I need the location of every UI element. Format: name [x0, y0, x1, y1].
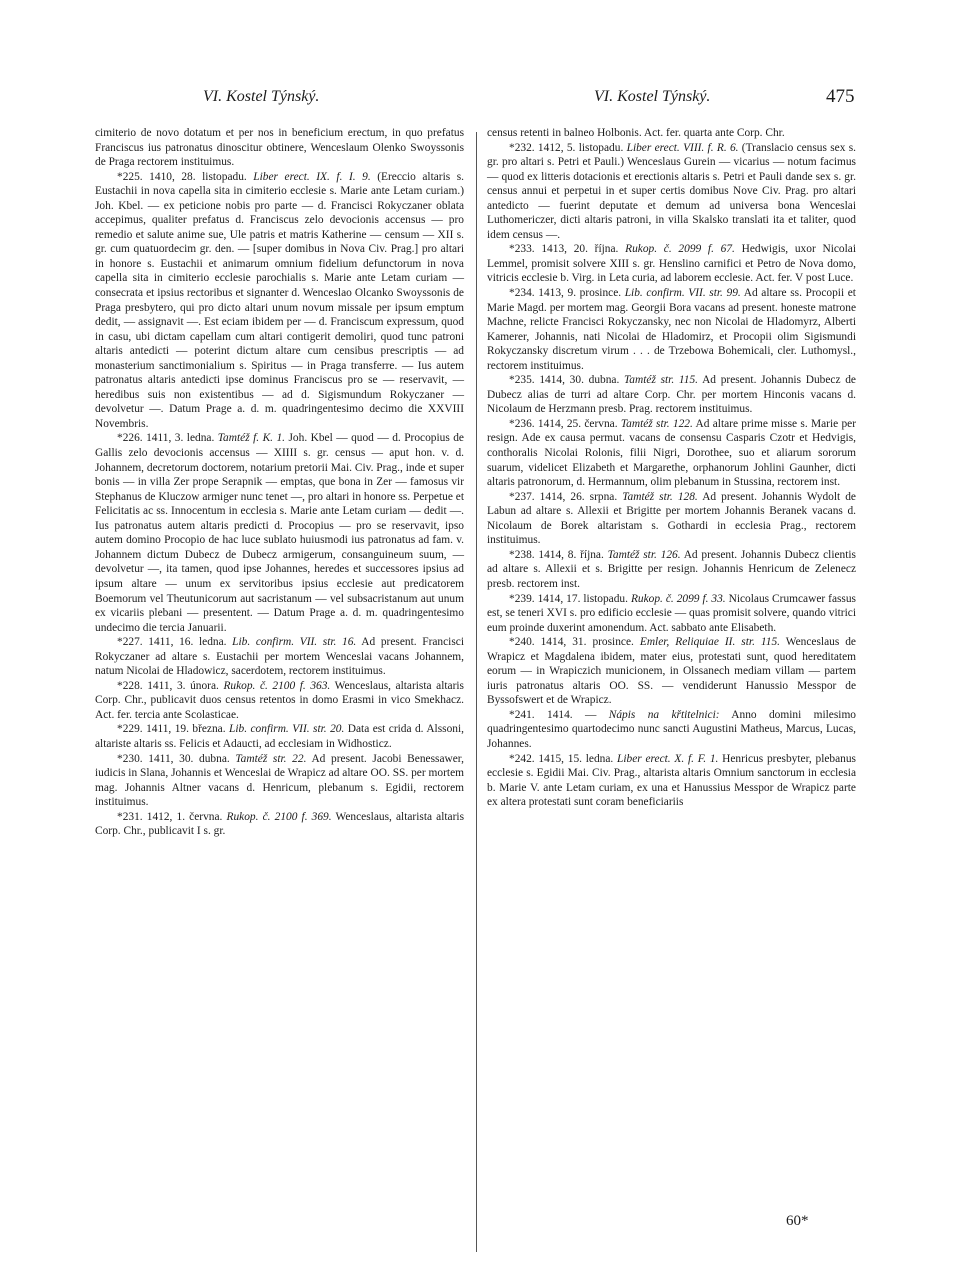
entry-text: *235. 1414, 30. dubna. — [509, 374, 625, 387]
entry-text: Nicolaus Crumcawer fassus est, se teneri XVI s. pro edificio ecclesie — quas promisit solvere, quando vitrici eum proinde duxerint amonendum. Act. sabbato ante Elisabeth. — [487, 592, 856, 634]
running-head-left: VI. Kostel Týnský. — [203, 88, 320, 105]
entry-paragraph — [487, 373, 856, 417]
entry-text: Hedwigis, uxor Nicolai Lemmel, promisit solvere XIII s. gr. Henslino carnifici et Petro de Nova domo, vitricis ecclesie b. Virg. in Leta curia, ad laborem ecclesie. Act. fer. V post Luce. — [487, 243, 856, 285]
source-reference: Nápis na křtitelnici: — [608, 708, 720, 721]
page-number: 475 — [826, 86, 855, 107]
entry-text: Wenceslaus, altarista altaris Corp. Chr., publicavit duos census retentos in domo Erasmi in vico Smekhacz. Act. fer. tercia ante Scolasticae. — [95, 679, 464, 721]
entry-text: *238. 1414, 8. října. — [509, 548, 608, 561]
source-reference: Tamtéž str. 128. — [622, 490, 698, 503]
entry-text: Joh. Kbel — quod — d. Procopius de Gallis zelo devocionis accensus — XIIII s. gr. census — aput hon. v. d. Johannem, decretorum doctorem, notarium pretorii Mai. Civ. Prag., inde et super bonis — in villa Zer prope Serapnik — emptas, que bona in Zer — famosus vir Stephanus de Kluczow armiger nunc tenet —, pro altari in honore ss. Perpetue et Felicitatis ac ss. Innocentum in ecclesia s. Marie ante Letam curiam — dedit —. Ius patronatus autem altaris predicti d. Procopius — pro se reservavit, ipso autem domino Procopio de hac luce sublato huiusmodi ius patronatus ad fam. v. Johannem dictum Dubecz de Dubecz armigerum, consanguineum suum, — devolvetur —, ita tamen, quod ipse Johannes, heredes et successores ipsius ad ipsum altare — unum ex servitoribus ipsius ecclesie aut predicatorem Boemorum vel Theutunicorum aut sacristanum — vel subsacristanum aut unum ex vicariis plebani — presentent. — Datum Prage a. d. m. quadringentesimo undecimo die tercia Januarii. — [95, 432, 464, 634]
entry-paragraph — [487, 242, 856, 286]
entry-text: Ad present. Francisci Rokyczaner ad altare s. Eustachii per mortem Wenceslai vacans Johannem, natum Nicolai de Hladowicz, sacerdotem, rectorem instituimus. — [95, 636, 464, 678]
source-reference: Emler, Reliquiae II. str. 115. — [639, 636, 780, 649]
entry-paragraph — [487, 752, 856, 810]
source-reference: Lib. confirm. VII. str. 16. — [232, 636, 357, 649]
entry-text: Ad altare ss. Procopii et Marie Magd. per mortem mag. Georgii Bora vacans ad present. honeste matrone Machne, relicte Francisci Rokyczansky, nec non Nicolai de Hladomyrz, Alberti Kamerer, Johannis, nati Nicolai de Hladomirz, et Procopii olim Sigismundi Rokyczansky discretum virum . . . de Trzebowa Bohemicali, cler. Luthomysl., rectorem instituimus. — [487, 287, 856, 372]
entry-paragraph — [95, 722, 464, 751]
source-reference: Rukop. č. 2099 f. 33. — [630, 592, 726, 605]
entry-text: Ad altare prime misse s. Marie per resign. Ade ex causa permut. vacans de consensu Casparis Czotr et Hedvigis, conthoralis Nicolai Rolonis, filii Nigri, Dorothee, suo et aliarum sororum suarum, videlicet Elizabeth et Margarethe, orphanorum Johlini Gaunher, dicti altaris patronorum, d. Hermannum, olim plebanum in Stussina, rectorem inst. — [487, 417, 856, 489]
entry-text: *237. 1414, 26. srpna. — [509, 490, 623, 503]
column-divider — [476, 132, 477, 1252]
source-reference: Liber erect. IX. f. I. 9. — [253, 170, 371, 183]
entry-text: *232. 1412, 5. listopadu. — [509, 141, 627, 154]
entry-text: cimiterio de novo dotatum et per nos in beneficium erectum, in quo prefatus Franciscus ius patronatus dinoscitur obtinere, Wenceslaum Olenko Swoyssonis de Praga rectorem instituimus. — [95, 127, 464, 169]
entry-paragraph — [95, 170, 464, 432]
entry-text: *228. 1411, 3. února. — [117, 679, 224, 692]
entry-paragraph — [487, 286, 856, 373]
signature-mark: 60* — [786, 1213, 809, 1229]
entry-text: Anno domini milesimo quadringentesimo quartodecimo nunc sancti Augustini Matheus, Marcus, Lucas, Johannes. — [487, 708, 856, 750]
running-head-right: VI. Kostel Týnský. — [594, 88, 711, 105]
entry-text: *226. 1411, 3. ledna. — [117, 432, 218, 445]
entry-paragraph — [95, 431, 464, 635]
entry-paragraph — [487, 417, 856, 490]
right-column — [487, 126, 856, 810]
entry-paragraph — [487, 592, 856, 636]
entry-text: *233. 1413, 20. října. — [509, 243, 626, 256]
entry-paragraph — [95, 679, 464, 723]
entry-text: census retenti in balneo Holbonis. Act. fer. quarta ante Corp. Chr. — [487, 127, 785, 139]
entry-paragraph — [487, 708, 856, 752]
source-reference: Liber erect. VIII. f. R. 6. — [626, 141, 739, 154]
entry-paragraph — [487, 490, 856, 548]
source-reference: Rukop. č. 2099 f. 67. — [625, 243, 735, 256]
entry-text: Henricus presbyter, plebanus ecclesie s. Egidii Mai. Civ. Prag., altarista altaris Omnium sanctorum in ecclesia b. Marie V. ante Letam curiam, ex una et Hanussius Messpor de Wrapicz parte ex altera protestati sunt coram beneficiariis — [487, 752, 856, 809]
entry-paragraph — [487, 548, 856, 592]
source-reference: Tamtéž str. 115. — [624, 374, 698, 387]
entry-paragraph — [487, 126, 856, 141]
entry-paragraph — [95, 752, 464, 810]
entry-paragraph — [95, 810, 464, 839]
entry-text: *241. 1414. — — [509, 708, 609, 721]
source-reference: Liber erect. X. f. F. 1. — [617, 752, 719, 765]
entry-text: Data est crida d. Alssoni, altariste altaris ss. Felicis et Adaucti, ad ecclesiam in Widhosticz. — [95, 723, 464, 750]
entry-text: Ad present. Johannis Wydolt de Labun ad altare s. Allexii et Brigitte per mortem Johannis Beranek vacans d. Nicolaum de Borek altaristam s. Gothardi in ecclesia Prag., rectorem instituimus. — [487, 490, 856, 547]
source-reference: Rukop. č. 2100 f. 369. — [226, 810, 332, 823]
entry-text: *242. 1415, 15. ledna. — [509, 752, 618, 765]
source-reference: Tamtéž str. 126. — [607, 548, 681, 561]
entry-text: *227. 1411, 16. ledna. — [117, 636, 233, 649]
entry-paragraph — [95, 635, 464, 679]
source-reference: Rukop. č. 2100 f. 363. — [223, 679, 331, 692]
entry-text: *229. 1411, 19. března. — [117, 723, 230, 736]
entry-text: *225. 1410, 28. listopadu. — [117, 170, 254, 183]
entry-text: *234. 1413, 9. prosince. — [509, 287, 625, 300]
entry-text: Ad present. Johannis Dubecz de Dubecz alias de turri ad altare Corp. Chr. per mortem Hinconis vacans d. Nicolaum de Herzmann presb. Prag. rectorem instituimus. — [487, 374, 856, 416]
entry-text: *236. 1414, 25. června. — [509, 417, 621, 430]
entry-paragraph — [487, 141, 856, 243]
source-reference: Tamtéž f. K. 1. — [217, 432, 286, 445]
entry-text: Ad present. Jacobi Benessawer, iudicis in Slana, Johannis et Wenceslai de Wrapicz ad altare OO. SS. per mortem mag. Johannis Altner vacans d. Henricum, plebanum s. Egidii, rectorem instituimus. — [95, 752, 464, 809]
entry-text: (Ereccio altaris s. Eustachii in nova capella sita in cimiterio ecclesie s. Marie ante Letam curiam.) Joh. Kbel. — ex peticione nobis pro parte — d. Francisci Rokyczaner oblata accepimus, qualiter prefatus d. Franciscus zelo devocionis accensus — pro remedio et salute anime sue, Ule patris et matris Katherine — censum — XII s. gr. cum quatuordecim gr. den. — [super domibus in Nova Civ. Prag.] pro altari in honore s. Eustachii et animarum omnium fidelium defunctorum in nova capella sita in cimiterio ecclesie parochialis s. Marie ante Letam curiam — consecrata et ipsius rectoribus et signanter d. Wenceslao Olcanko Swoyssonis de Praga presbytero, qui pro dicto altari unum novum missale per ipsum emptum dedit, — assignavit —. Est eciam ibidem per — d. Franciscum expressum, quod in casu, ubi dictam capellam cum altari contigerit demoliri, quod tunc patroni altaris antedicti — poterint dictum altare cum censibus prescriptis — ad monasterium sanctimonialium s. Spiritus — in Praga transferre. — Ius autem patronatus altaris antedicti ipse dominus Franciscus pro se — reservavit, — heredibus suis non existentibus — ad d. Sigismundum Rokyczaner — devolvetur —. Datum Prage a. d. m. quadringentesimo decimo die XXVIII Novembris. — [95, 170, 465, 430]
left-column — [95, 126, 464, 839]
source-reference: Tamtéž str. 122. — [620, 417, 693, 430]
entry-text: *240. 1414, 31. prosince. — [509, 636, 640, 649]
source-reference: Lib. confirm. VII. str. 20. — [229, 723, 345, 736]
source-reference: Lib. confirm. VII. str. 99. — [624, 287, 741, 300]
source-reference: Tamtéž str. 22. — [235, 752, 307, 765]
entry-text: (Translacio census sex s. gr. pro altari s. Petri et Pauli.) Wenceslaus Gurein — vicarius — notum facimus — quod ex litteris dotacionis et erectionis altaris s. Petri et Pauli dande sex s. gr. census annui et perpetui in et super certis domibus Nove Civ. Prag. pro altari antedicto — fuerint deputate et demum ad universa bona Wenceslai Luthomericzer, dicti altaris patroni, in villa Skalsko translati ita et taliter, quod idem census —. — [487, 141, 856, 241]
entry-text: *230. 1411, 30. dubna. — [117, 752, 236, 765]
entry-text: Ad present. Johannis Dubecz clientis ad altare s. Allexii et s. Brigitte per resign. Johannis Henricum de Zelenecz presb. rectorem inst. — [487, 548, 856, 590]
entry-paragraph — [95, 126, 464, 170]
entry-text: Wenceslaus, altarista altaris Corp. Chr., publicavit I s. gr. — [95, 810, 464, 838]
entry-text: *239. 1414, 17. listopadu. — [509, 592, 631, 605]
entry-text: Wenceslaus de Wrapicz et Magdalena ibidem, mater eius, protestati sunt, quod hereditatem eorum — in Wrapiczich municionem, in Olssanech mediam villam — partem iuris patronatus altaris OO. SS. — vendiderunt Hanussio Messpor de Byssofswert et de Wrapicz. — [487, 636, 856, 707]
entry-paragraph — [487, 635, 856, 708]
entry-text: *231. 1412, 1. června. — [117, 810, 227, 823]
